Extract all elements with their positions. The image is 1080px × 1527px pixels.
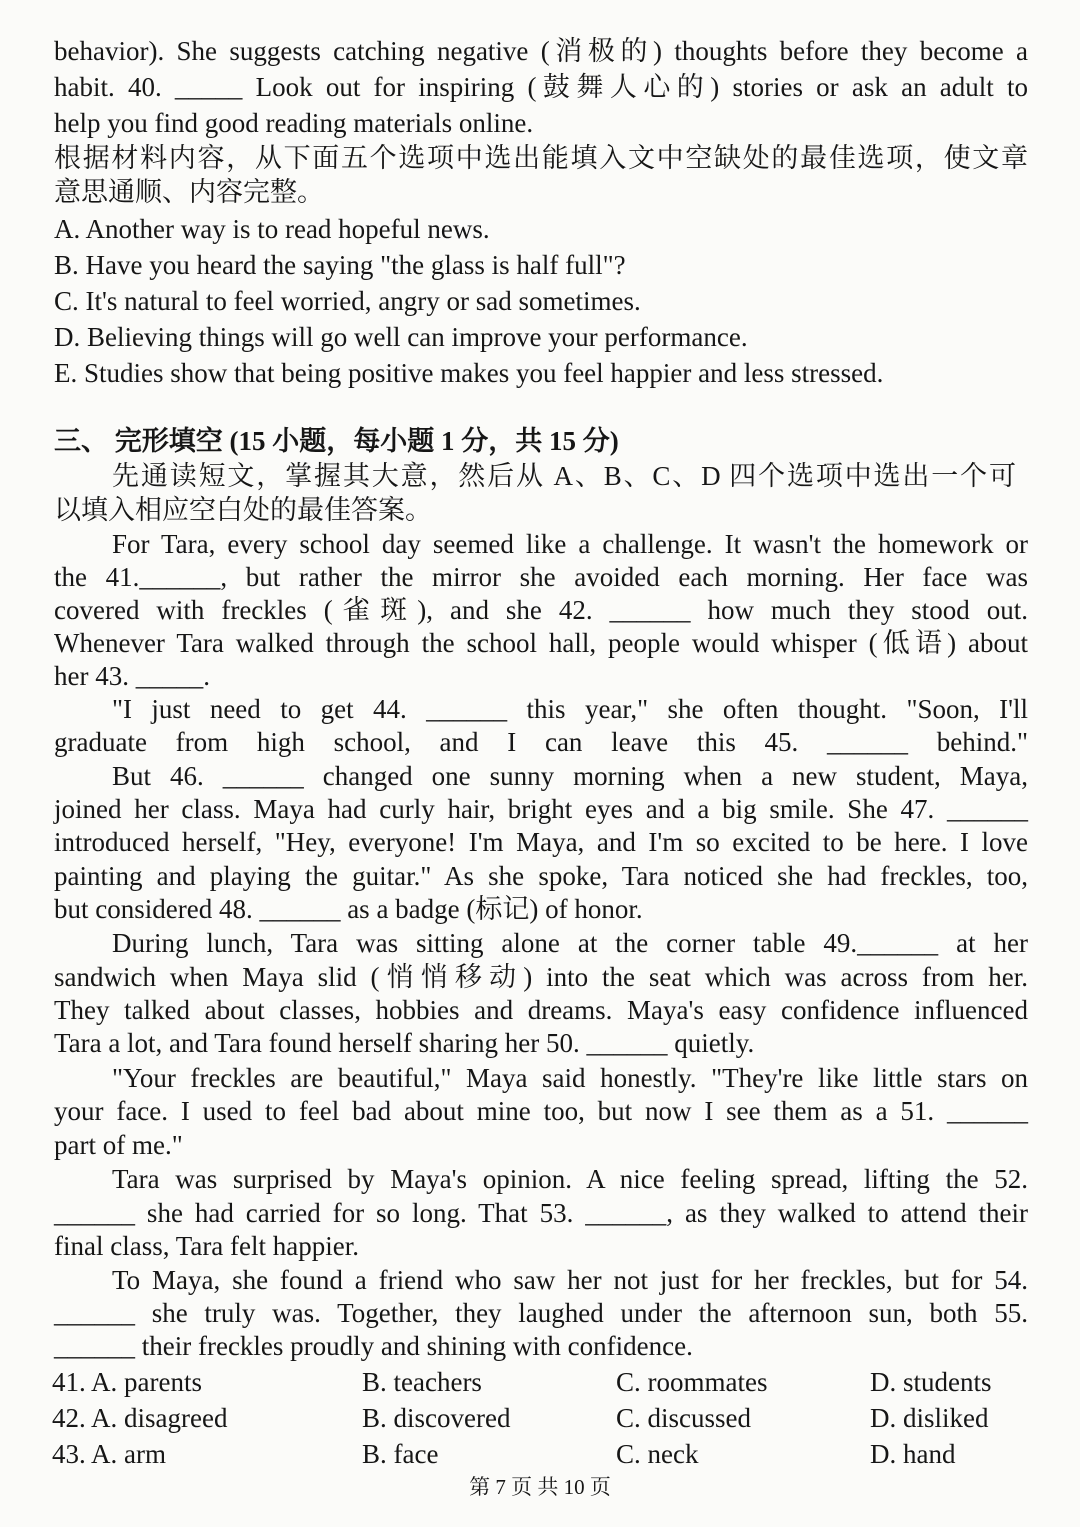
- choice-option: A. Another way is to read hopeful news.: [54, 214, 490, 244]
- passage-line: "Your freckles are beautiful," Maya said honestly. "They're like little stars on: [112, 1063, 1028, 1093]
- option-b: B. face: [362, 1439, 439, 1469]
- option-a: 42. A. disagreed: [52, 1403, 228, 1433]
- passage-line: sandwich when Maya slid (悄悄移动) into the seat which was across from her.: [54, 962, 1028, 992]
- instruction-line: 先通读短文，掌握其大意，然后从 A、B、C、D 四个选项中选出一个可: [112, 461, 1016, 491]
- passage-line: They talked about classes, hobbies and dreams. Maya's easy confidence influenced: [54, 995, 1028, 1025]
- passage-line: part of me.": [54, 1130, 183, 1160]
- choice-option: D. Believing things will go well can improve your performance.: [54, 322, 748, 352]
- passage-line: ______ she truly was. Together, they laughed under the afternoon sun, both 55.: [54, 1298, 1028, 1328]
- passage-line: painting and playing the guitar." As she spoke, Tara noticed she had freckles, too,: [54, 861, 1028, 891]
- text-line: habit. 40. _____ Look out for inspiring (鼓舞人心的) stories or ask an adult to: [54, 72, 1028, 102]
- instruction-line: 根据材料内容，从下面五个选项中选出能填入文中空缺处的最佳选项，使文章: [54, 143, 1028, 173]
- option-c: C. neck: [616, 1439, 699, 1469]
- passage-line: For Tara, every school day seemed like a challenge. It wasn't the homework or: [112, 529, 1028, 559]
- passage-line: your face. I used to feel bad about mine too, but now I see them as a 51. ______: [54, 1096, 1028, 1126]
- text-line: behavior). She suggests catching negative (消极的) thoughts before they become a: [54, 36, 1028, 66]
- choice-option: C. It's natural to feel worried, angry or sad sometimes.: [54, 286, 641, 316]
- option-a: 43. A. arm: [52, 1439, 166, 1469]
- section-heading: 三、 完形填空 (15 小题，每小题 1 分，共 15 分): [54, 426, 619, 456]
- question-row: [52, 1401, 1028, 1435]
- choice-option: B. Have you heard the saying "the glass is half full"?: [54, 250, 626, 280]
- question-row: [52, 1365, 1028, 1399]
- question-row: [52, 1437, 1028, 1471]
- passage-line: Tara was surprised by Maya's opinion. A nice feeling spread, lifting the 52.: [112, 1164, 1028, 1194]
- passage-line: graduate from high school, and I can leave this 45. ______ behind.": [54, 727, 1028, 757]
- passage-line: To Maya, she found a friend who saw her not just for her freckles, but for 54.: [112, 1265, 1028, 1295]
- passage-line: introduced herself, "Hey, everyone! I'm Maya, and I'm so excited to be here. I love: [54, 827, 1028, 857]
- choice-option: E. Studies show that being positive makes you feel happier and less stressed.: [54, 358, 884, 388]
- passage-line: During lunch, Tara was sitting alone at the corner table 49.______ at her: [112, 928, 1028, 958]
- passage-line: joined her class. Maya had curly hair, bright eyes and a big smile. She 47. ______: [54, 794, 1028, 824]
- option-d: D. disliked: [870, 1403, 989, 1433]
- instruction-line: 以填入相应空白处的最佳答案。: [54, 495, 432, 525]
- passage-line: covered with freckles (雀斑), and she 42. ______ how much they stood out.: [54, 595, 1028, 625]
- option-c: C. discussed: [616, 1403, 751, 1433]
- text-line: help you find good reading materials online.: [54, 108, 534, 138]
- option-b: B. discovered: [362, 1403, 511, 1433]
- passage-line: ______ their freckles proudly and shining with confidence.: [54, 1331, 693, 1361]
- passage-line: final class, Tara felt happier.: [54, 1231, 359, 1261]
- passage-line: Whenever Tara walked through the school hall, people would whisper (低语) about: [54, 628, 1028, 658]
- option-c: C. roommates: [616, 1367, 768, 1397]
- option-b: B. teachers: [362, 1367, 482, 1397]
- passage-line: ______ she had carried for so long. That 53. ______, as they walked to attend their: [54, 1198, 1028, 1228]
- instruction-line: 意思通顺、内容完整。: [54, 177, 324, 207]
- passage-line: her 43. _____.: [54, 661, 210, 691]
- option-d: D. hand: [870, 1439, 956, 1469]
- passage-line: Tara a lot, and Tara found herself sharing her 50. ______ quietly.: [54, 1028, 755, 1058]
- passage-line: "I just need to get 44. ______ this year," she often thought. "Soon, I'll: [112, 694, 1028, 724]
- passage-line: but considered 48. ______ as a badge (标记) of honor.: [54, 894, 643, 924]
- page-number: 第 7 页 共 10 页: [469, 1475, 611, 1499]
- option-d: D. students: [870, 1367, 992, 1397]
- option-a: 41. A. parents: [52, 1367, 202, 1397]
- passage-line: the 41.______, but rather the mirror she avoided each morning. Her face was: [54, 562, 1028, 592]
- passage-line: But 46. ______ changed one sunny morning when a new student, Maya,: [112, 761, 1028, 791]
